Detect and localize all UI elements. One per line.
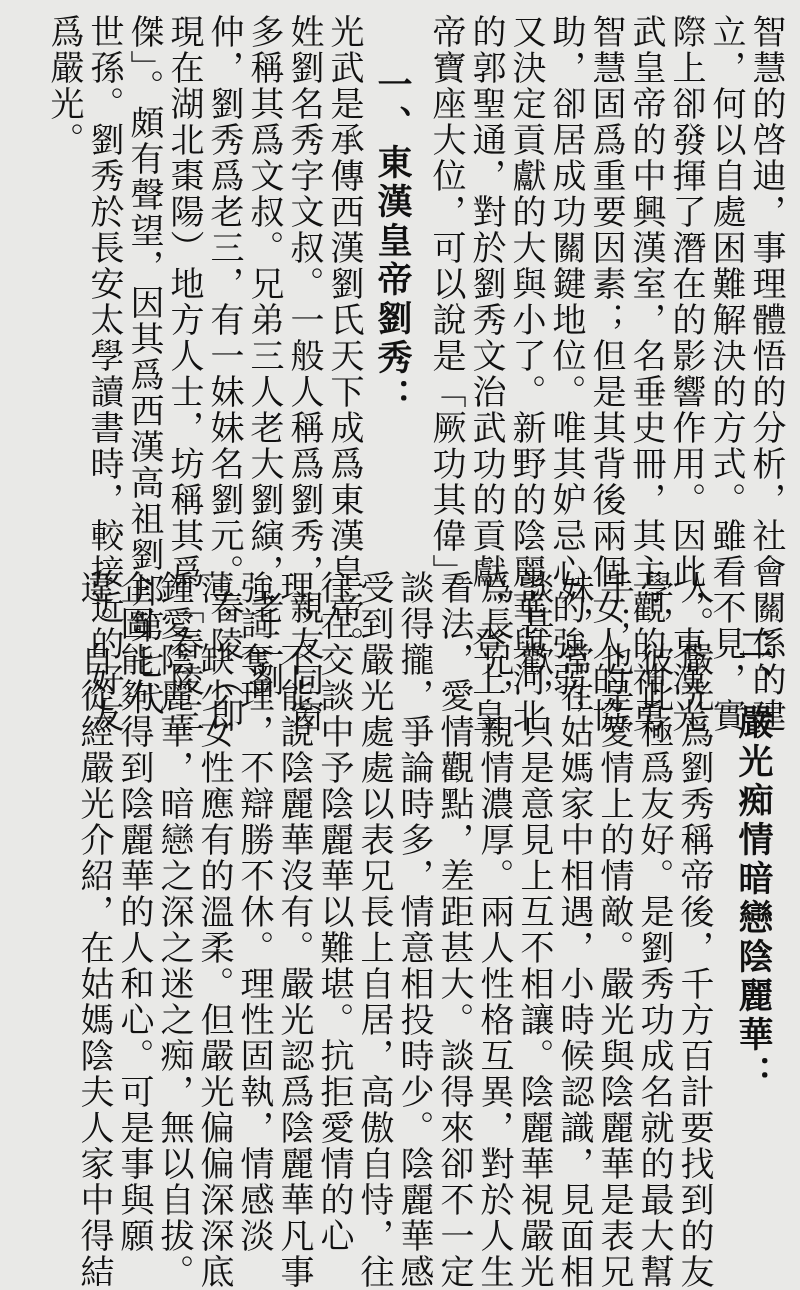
text-column: 又決定貢獻的大與小了。新野的陰麗華與河北 [506,14,546,734]
text-column: 違。自從經嚴光介紹，在姑媽陰夫人家中得結 [74,570,114,1290]
section-heading-2: 二、嚴光痴情暗戀陰麗華： [733,626,773,1094]
text-column: 助，卻居成功關鍵地位。唯其妒忌心的強弱， [546,14,586,734]
text-column: 妹，常在姑媽家中相遇，小時候認識，見面相 [554,570,594,1290]
section-1-paragraph [44,14,364,734]
text-column: 世孫。劉秀於長安太學讀書時，較接近的好友 [84,14,124,734]
text-column: 際上卻發揮了潛在的影響作用。因此，東漢光 [666,14,706,734]
text-column: 爲嚴光。 [44,14,84,158]
text-column: 受到嚴光處處以表兄長上自居，高傲自恃，往 [354,570,394,1290]
text-column: 智慧固爲重要因素；但是其背後兩個女人的協 [586,14,626,734]
text-column: 武皇帝的中興漢室，名垂史冊，其主觀的神勇 [626,14,666,734]
text-column: 仲，劉秀爲老三，有一妹妹名劉元。舂陵（即 [204,14,244,734]
text-column: 人。嚴光爲劉秀稱帝後，千方百計要找到的友 [674,570,714,1290]
text-column: 光武是承傳西漢劉氏天下成爲東漢皇帝。 [324,14,364,662]
text-column: 學，彼此極爲友好。是劉秀功成名就的最大幫 [634,570,674,1290]
text-column: 鍾愛陰麗華，暗戀之深之迷之痴，無以自拔。 [154,570,194,1290]
text-column: 帝寶座大位，可以說是「厥功其偉」。 [426,14,466,609]
text-column: 傑」。頗有聲望，因其爲西漢高祖劉邦第七代 [124,14,164,717]
text-column: 現在湖北棗陽）地方人士，坊稱其爲「舂陵三 [164,14,204,734]
text-column: 手；也是愛情上的情敵。嚴光與陰麗華是表兄 [594,570,634,1290]
text-column: 智慧的啓迪，事理體悟的分析，社會關係的建 [746,14,786,734]
text-column: 的郭聖通，對於劉秀文治武功的貢獻，登上皇 [466,14,506,734]
text-column: 理，不能說陰麗華沒有。嚴光認爲陰麗華凡事 [274,570,314,1290]
text-column: 強詞奪理，不辯勝不休。理性固執，情感淡 [234,570,274,1254]
intro-paragraph [426,14,786,734]
text-column: 立，何以自處困難解決的方式。雖看不見，實 [706,14,746,734]
text-column: 薄，缺少女性應有的溫柔。但嚴光偏偏深深底 [194,570,234,1290]
text-column: 爲長兄，親情濃厚。兩人性格互異，對於人生 [474,570,514,1290]
text-column: 談得攏，爭論時多，情意相投時少。陰麗華感 [394,570,434,1290]
text-column: 企圖能夠得到陰麗華的人和心。可是事與願 [114,570,154,1254]
text-column: 姓劉名秀字文叔。一般人稱爲劉秀，親友同窗 [284,14,324,734]
text-column: 看法，愛情觀點，差距甚大。談得來卻不一定 [434,570,474,1290]
text-column: 談甚歡，只是意見上互不相讓。陰麗華視嚴光 [514,570,554,1290]
text-column: 往在交談中予陰麗華以難堪。抗拒愛情的心 [314,570,354,1254]
text-column: 多稱其爲文叔。兄弟三人老大劉縯，老二劉 [244,14,284,698]
section-heading-1: 一、東漢皇帝劉秀： [372,66,412,417]
section-2-paragraph [74,570,714,1290]
